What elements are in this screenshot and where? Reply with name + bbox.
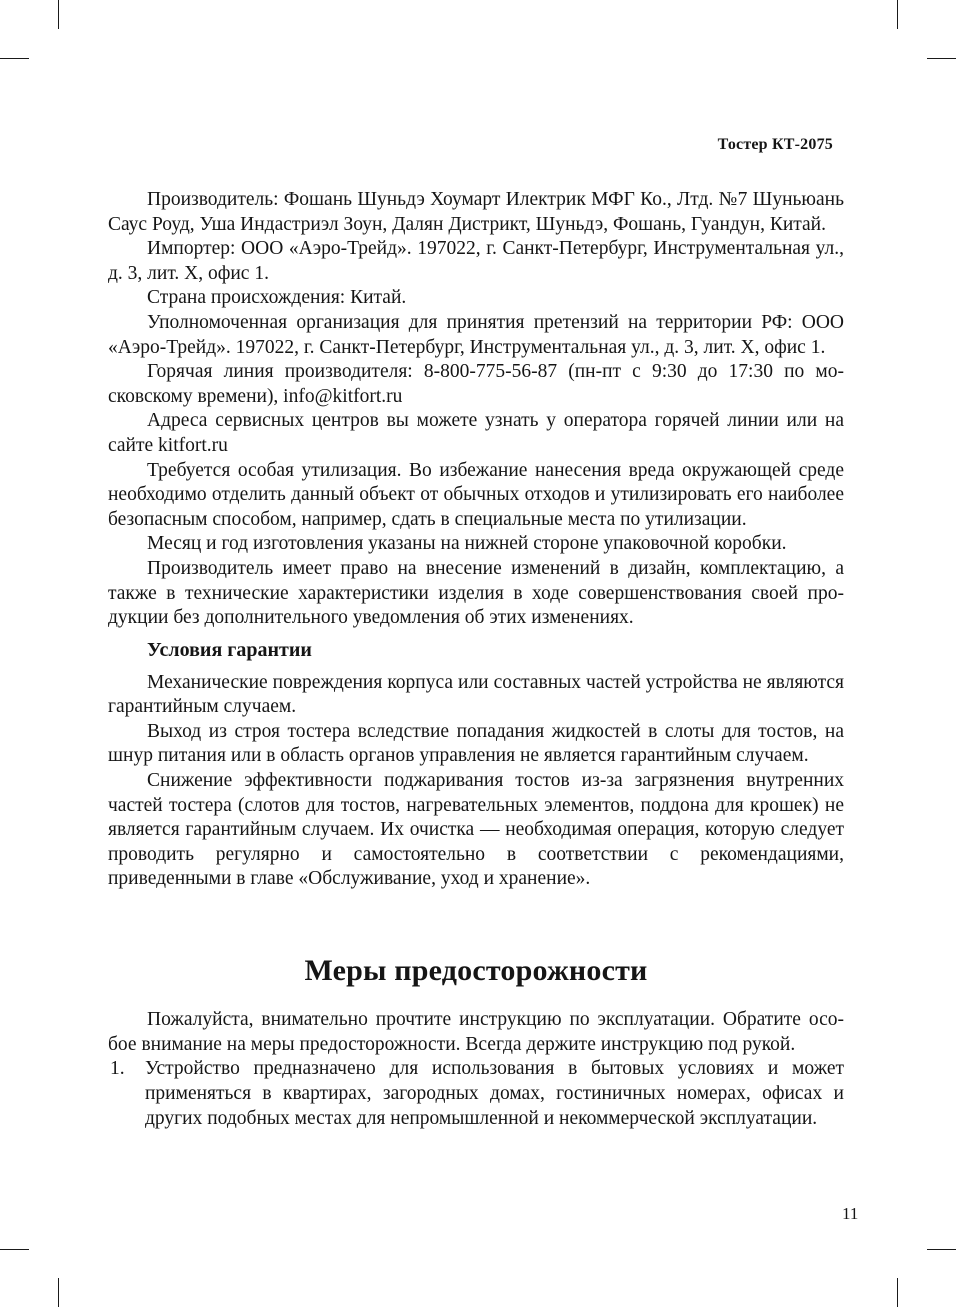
crop-mark-top-right-horizontal	[927, 58, 956, 59]
crop-mark-top-left-horizontal	[0, 58, 29, 59]
page-number: 11	[842, 1204, 859, 1223]
list-item	[108, 1057, 844, 1131]
paragraph-hotline: Горячая линия производителя: 8-800-775-56-87 (пн-пт с 9:30 до 17:30 по московскому времени), info@kitfort.ru	[108, 361, 844, 407]
paragraph-importer: Импортер: ООО «Аэро-Трейд». 197022, г. Санкт-Петербург, Инструментальная ул., д. 3, лит. Х, офис 1.	[108, 238, 844, 284]
manufacturer-info-section	[108, 188, 844, 631]
list-item-text: Устройство предназначено для использования в бытовых условиях и может применяться в квартирах, загородных домах, гостиничных номерах, офисах и других подобных местах для непромышленной и некоммерческой эксплуатации.	[145, 1058, 844, 1129]
paragraph-design-changes: Производитель имеет право на внесение изменений в дизайн, комплектацию, а также в технические характеристики изделия в ходе совершенствования своей продукции без дополнительного уведомления об этих изменениях.	[108, 557, 844, 629]
crop-mark-bottom-left-vertical	[58, 1278, 59, 1307]
warranty-heading: Условия гарантии	[147, 638, 312, 661]
paragraph-authorized-organization: Уполномоченная организация для принятия претензий на территории РФ: ООО «Аэро-Трейд». 197022, г. Санкт-Петербург, Инструментальная ул., д. 3, лит. Х, офис 1.	[108, 311, 844, 358]
paragraph-manufacture-date: Месяц и год изготовления указаны на нижней стороне упаковочной коробки.	[147, 533, 787, 555]
running-header: Тостер КТ-2075	[717, 136, 833, 153]
paragraph-warranty-mechanical: Механические повреждения корпуса или составных частей устройства не являются гарантийным случаем.	[108, 671, 844, 718]
precautions-heading: Меры предосторожности	[304, 954, 648, 988]
page-content	[108, 188, 844, 1132]
list-item-number: 1.	[110, 1058, 125, 1080]
paragraph-service-centers: Адреса сервисных центров вы можете узнать у оператора горячей линии или на сайте kitfort.ru	[108, 410, 844, 456]
paragraph-disposal: Требуется особая утилизация. Во избежание нанесения вреда окружающей среде необходимо отделить данный объект от обычных отходов и утилизировать его наиболее безопасным способом, например, сдать в специальные места по утилизации.	[108, 459, 844, 530]
crop-mark-bottom-right-vertical	[897, 1278, 898, 1307]
paragraph-warranty-cleaning: Снижение эффективности поджаривания тостов из-за загрязнения внутренних частей тостера (слотов для тостов, нагревательных элементов, поддона для крошек) не является гарантийным случаем. Их очистка — необходимая операция, которую следует проводить регулярно и самостоятельно в соответствии с рекомендациями, приведенными в главе «Обслуживание, уход и хранение».	[108, 770, 844, 890]
crop-mark-bottom-left-horizontal	[0, 1249, 29, 1250]
crop-mark-bottom-right-horizontal	[927, 1249, 956, 1250]
warranty-section	[108, 638, 844, 892]
crop-mark-top-left-vertical	[58, 0, 59, 29]
paragraph-precautions-intro: Пожалуйста, внимательно прочтите инструкцию по эксплуатации. Обратите особое внимание на меры предосторожности. Всегда держите инструкцию под рукой.	[108, 1009, 844, 1055]
paragraph-warranty-liquids: Выход из строя тостера вследствие попадания жидкостей в слоты для тостов, на шнур питания или в область органов управления не является гарантийным случаем.	[108, 720, 844, 767]
precautions-section	[108, 953, 844, 1132]
paragraph-manufacturer: Производитель: Фошань Шуньдэ Хоумарт Илектрик МФГ Ко., Лтд. №7 Шуньюань Саус Роуд, Уша Индастриэл Зоун, Далян Дистрикт, Шуньдэ, Фошань, Гуандун, Китай.	[108, 189, 844, 235]
crop-mark-top-right-vertical	[897, 0, 898, 29]
paragraph-country-of-origin: Страна происхождения: Китай.	[147, 287, 407, 309]
